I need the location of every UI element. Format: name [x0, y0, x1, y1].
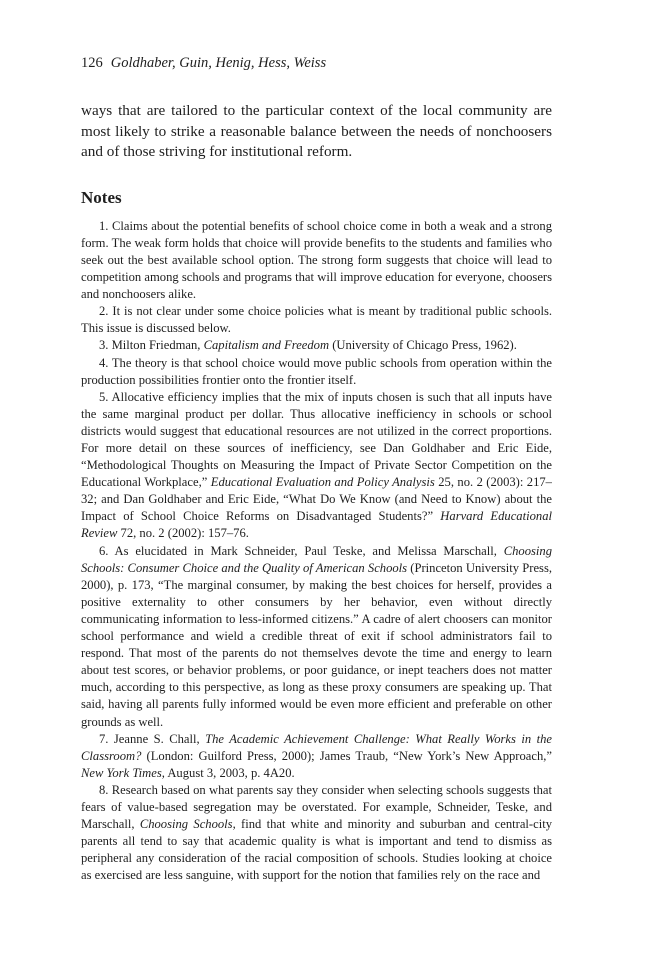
note-4 [81, 355, 552, 389]
cited-title: The Academic Achievement Challenge: What Really Works in the Classroom? [81, 731, 553, 763]
running-head-authors: Goldhaber, Guin, Henig, Hess, Weiss [110, 55, 327, 71]
note-text: (University of Chicago Press, 1962). [329, 338, 517, 353]
note-text: August 3, 2003, p. 4A20. [164, 765, 295, 780]
cited-title: New York Times, [81, 765, 165, 780]
note-text: 1. Claims about the potential benefits of school choice come in both a weak and a strong form. The weak form holds that choice will provide benefits to the students and families who seek out the best available school option. The strong form suggests that choice will lead to competition among schools and programs that will improve education for everyone, choosers and nonchoosers alike. [81, 218, 552, 302]
note-2 [81, 303, 552, 337]
note-text: 5. Allocative efficiency implies that the mix of inputs chosen is such that all inputs have the same marginal product per dollar. Thus allocative inefficiency in schools or school districts would suggest that educational resources are not utilized in the correct proportions. For more detail on these sources of inefficiency, see Dan Goldhaber and Eric Eide, “Methodological Thoughts on Measuring the Impact of Private Sector Competition on the Educational Workplace,” [81, 389, 552, 490]
note-text: 8. Research based on what parents say they consider when selecting schools suggests that fears of value-based segregation may be overstated. For example, Schneider, Teske, and Marschall, [81, 782, 552, 832]
note-text: 6. As elucidated in Mark Schneider, Paul Teske, and Melissa Marschall, [99, 543, 504, 558]
cited-title: Capitalism and Freedom [203, 338, 330, 353]
note-text: (London: Guilford Press, 2000); James Traub, “New York’s New Approach,” [141, 748, 552, 763]
cited-title: Harvard Educational Review [81, 509, 552, 541]
note-1 [81, 218, 552, 303]
note-6 [81, 543, 552, 731]
note-8 [81, 782, 552, 885]
note-text: 72, no. 2 (2002): 157–76. [117, 526, 249, 541]
note-text: 2. It is not clear under some choice policies what is meant by traditional public schools. This issue is discussed below. [81, 304, 552, 336]
book-page [81, 53, 552, 884]
notes-list [81, 218, 552, 885]
note-text: find that white and minority and suburban and central-city parents all tend to say that academic quality is what is important and tend to dismiss as peripheral any consideration of the racial composition of schools. Studies looking at choice as exercised are less sanguine, with support for the notion that families rely on the race and [81, 817, 553, 883]
cited-title: Educational Evaluation and Policy Analysis [210, 475, 435, 490]
cited-title: Choosing Schools: Consumer Choice and the Quality of American Schools [81, 543, 552, 575]
note-text: 4. The theory is that school choice would move public schools from operation within the production possibilities frontier onto the frontier itself. [81, 355, 552, 387]
note-text: (Princeton University Press, 2000), p. 173, “The marginal consumer, by making the best choices for herself, provides a positive externality to other consumers by her behavior, even without directly communicating information to less-informed citizens.” A cadre of alert choosers can monitor school performance and wield a credible threat of exit if school administrators fail to respond. That most of the parents do not themselves devote the time and energy to learn about test scores, or behavior problems, or poor guidance, or inept teachers does not matter much, according to this perspective, as long as these proxy consumers are speaking up. That said, having all parents fully informed would be even more efficient and preferable on other grounds as well. [81, 560, 553, 729]
cited-title: Choosing Schools, [139, 817, 236, 832]
note-7 [81, 731, 552, 782]
note-3 [81, 337, 552, 354]
note-text: 3. Milton Friedman, [99, 338, 204, 353]
note-text: 7. Jeanne S. Chall, [99, 731, 206, 746]
notes-heading: Notes [81, 187, 122, 207]
note-text: 25, no. 2 (2003): 217–32; and Dan Goldhaber and Eric Eide, “What Do We Know (and Need to Know) about the Impact of School Choice Reforms on Disadvantaged Students?” [81, 475, 552, 524]
page-number: 126 [81, 55, 103, 71]
note-5 [81, 389, 552, 543]
body-paragraph: ways that are tailored to the particular context of the local community are most likely to strike a reasonable balance between the needs of nonchoosers and of those striving for institutional reform. [81, 102, 552, 161]
running-head [81, 53, 552, 73]
